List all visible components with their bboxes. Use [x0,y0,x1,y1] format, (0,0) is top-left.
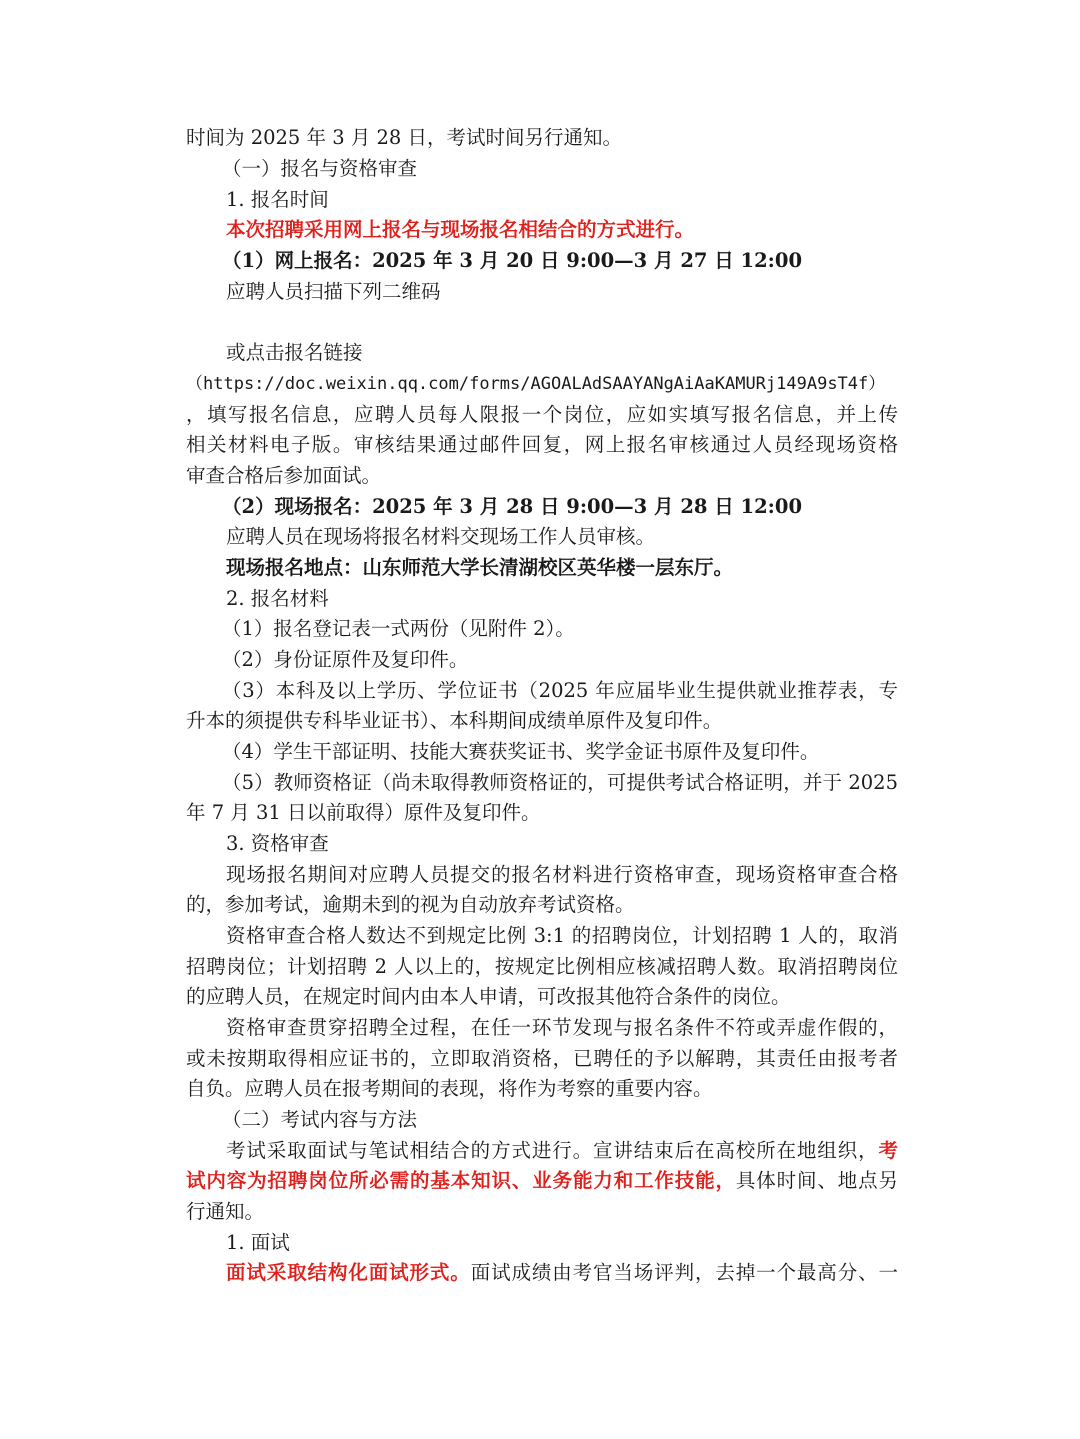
paragraph-line: 或点击报名链接 [226,341,363,364]
subsection-heading: 1. 面试 [226,1231,290,1254]
list-item: （2）身份证原件及复印件。 [222,648,469,671]
paragraph-line: 应聘人员在现场将报名材料交现场工作人员审核。 [226,525,656,548]
paragraph-line: 招聘岗位；计划招聘 2 人以上的，按规定比例相应核减招聘人数。取消招聘岗位 [186,955,898,978]
paragraph-line: 现场报名期间对应聘人员提交的报名材料进行资格审查，现场资格审查合格 [226,863,898,886]
onsite-registration-time: （2）现场报名：2025 年 3 月 28 日 9:00—3 月 28 日 12:00 [222,495,803,518]
list-item: （5）教师资格证（尚未取得教师资格证的，可提供考试合格证明，并于 2025 [222,771,898,794]
list-item-continuation: 升本的须提供专科毕业证书）、本科期间成绩单原件及复印件。 [186,709,723,732]
highlighted-text: 面试采取结构化面试形式。 [226,1261,471,1284]
plain-text: 面试成绩由考官当场评判，去掉一个最高分、一 [470,1261,898,1284]
list-item-continuation: 年 7 月 31 日以前取得）原件及复印件。 [186,801,541,824]
paragraph-line [186,1166,898,1196]
paragraph-line: 自负。应聘人员在报考期间的表现，将作为考察的重要内容。 [186,1077,713,1100]
paragraph-line [226,1136,898,1166]
subsection-heading: 3. 资格审查 [226,832,329,855]
section-heading: （二）考试内容与方法 [222,1108,418,1131]
highlighted-text: 试内容为招聘岗位所必需的基本知识、业务能力和工作技能， [186,1169,736,1192]
list-item: （4）学生干部证明、技能大赛获奖证书、奖学金证书原件及复印件。 [222,740,820,763]
paragraph-line: 时间为 2025 年 3 月 28 日，考试时间另行通知。 [186,126,623,149]
paragraph-line: 行通知。 [186,1200,265,1223]
paragraph-line: 资格审查贯穿招聘全过程，在任一环节发现与报名条件不符或弄虚作假的， [226,1016,898,1039]
plain-text: 具体时间、地点另 [735,1169,898,1192]
paragraph-line: 应聘人员扫描下列二维码 [226,280,441,303]
list-item: （1）报名登记表一式两份（见附件 2）。 [222,617,575,640]
paragraph-line: 的应聘人员，在规定时间内由本人申请，可改报其他符合条件的岗位。 [186,985,791,1008]
highlighted-notice: 本次招聘采用网上报名与现场报名相结合的方式进行。 [226,218,695,241]
list-item: （3）本科及以上学历、学位证书（2025 年应届毕业生提供就业推荐表，专 [222,679,898,702]
subsection-heading: 1. 报名时间 [226,188,329,211]
subsection-heading: 2. 报名材料 [226,587,329,610]
paragraph-line: 或未按期取得相应证书的，立即取消资格，已聘任的予以解聘，其责任由报考者 [186,1047,898,1070]
paragraph-line: 资格审查合格人数达不到规定比例 3:1 的招聘岗位，计划招聘 1 人的，取消 [226,924,898,947]
highlighted-text: 考 [878,1139,898,1162]
paragraph-line [226,1258,898,1288]
plain-text: 考试采取面试与笔试相结合的方式进行。宣讲结束后在高校所在地组织， [226,1139,879,1162]
section-heading: （一）报名与资格审查 [222,157,418,180]
online-registration-time: （1）网上报名：2025 年 3 月 20 日 9:00—3 月 27 日 12:00 [222,249,803,272]
onsite-registration-location: 现场报名地点：山东师范大学长清湖校区英华楼一层东厅。 [226,556,734,579]
paragraph-line: 相关材料电子版。审核结果通过邮件回复，网上报名审核通过人员经现场资格 [186,433,898,456]
registration-link: （https://doc.weixin.qq.com/forms/AGOALAdSAAYANgAiAaKAMURj149A9sT4f） [186,374,886,394]
paragraph-line: ，填写报名信息，应聘人员每人限报一个岗位，应如实填写报名信息，并上传 [186,403,898,426]
paragraph-line: 的，参加考试，逾期未到的视为自动放弃考试资格。 [186,893,635,916]
paragraph-line: 审查合格后参加面试。 [186,464,382,487]
